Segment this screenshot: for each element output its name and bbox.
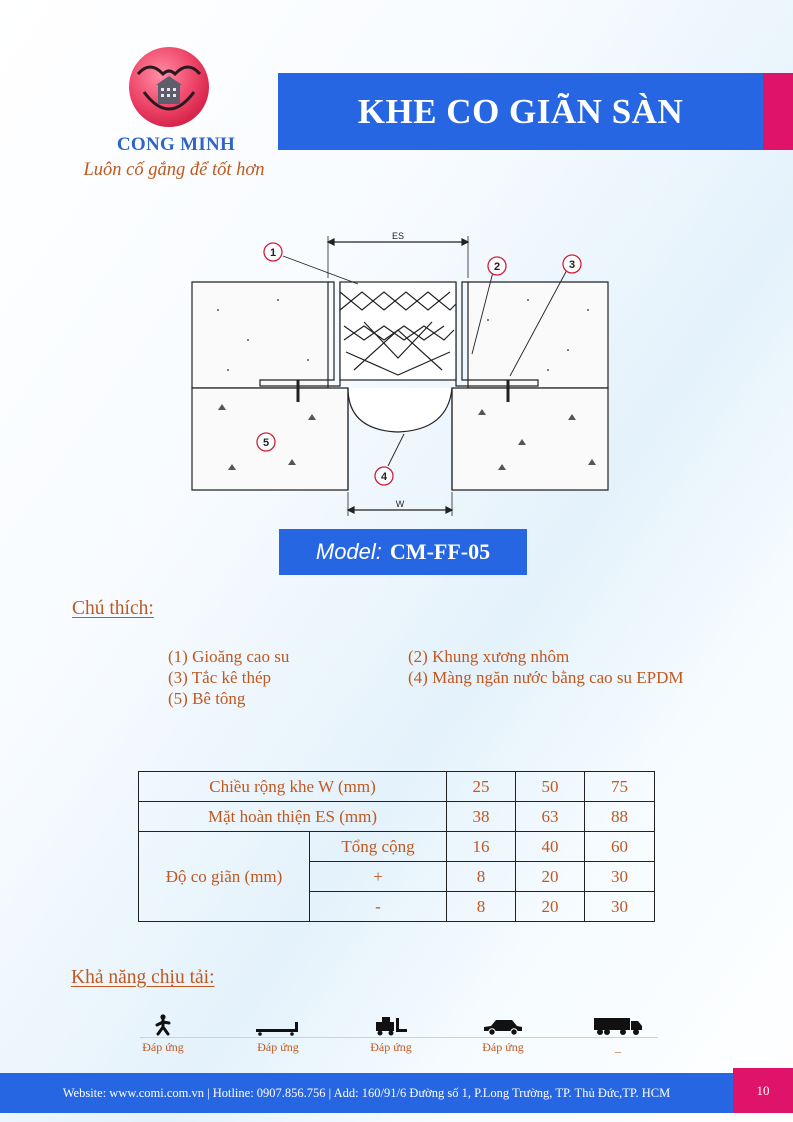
w-label: W — [395, 499, 405, 509]
spec-table — [138, 771, 655, 922]
note-item: (3) Tắc kê thép — [168, 668, 272, 687]
brand-tagline: Luôn cố gắng để tốt hơn — [83, 160, 265, 180]
callout-2: 2 — [493, 261, 501, 273]
load-label: Đáp ứng — [482, 1040, 524, 1054]
load-label: Đáp ứng — [142, 1040, 184, 1054]
load-item-car — [448, 1008, 558, 1055]
car-icon — [482, 1018, 524, 1036]
load-item-truck — [563, 1008, 673, 1055]
table-cell: - — [310, 892, 447, 922]
load-title: Khả năng chịu tải: — [71, 967, 215, 988]
company-logo — [128, 46, 210, 128]
table-row — [139, 772, 655, 802]
table-cell: 16 — [447, 832, 516, 862]
load-label: Đáp ứng — [257, 1040, 299, 1054]
table-row — [139, 832, 655, 862]
table-cell: Chiều rộng khe W (mm) — [139, 772, 447, 802]
page-number: 10 — [733, 1068, 793, 1113]
table-cell: Độ co giãn (mm) — [139, 832, 310, 922]
table-cell: 20 — [516, 862, 585, 892]
truck-icon — [593, 1016, 643, 1036]
table-cell: 50 — [516, 772, 585, 802]
forklift-icon — [374, 1016, 408, 1036]
es-label: ES — [391, 231, 405, 241]
callout-1: 1 — [269, 247, 277, 259]
callout-4: 4 — [380, 471, 388, 483]
table-cell: 30 — [585, 862, 655, 892]
load-label: _ — [615, 1040, 621, 1054]
table-cell: 75 — [585, 772, 655, 802]
brand-name: CONG MINH — [116, 134, 236, 155]
table-cell: Tổng cộng — [310, 832, 447, 862]
table-cell: 88 — [585, 802, 655, 832]
note-item: (1) Gioăng cao su — [168, 647, 290, 666]
table-cell: 20 — [516, 892, 585, 922]
header-accent — [763, 73, 793, 150]
table-cell: 8 — [447, 862, 516, 892]
note-item: (2) Khung xương nhôm — [408, 647, 570, 666]
footer-contact: Website: www.comi.com.vn | Hotline: 0907.856.756 | Add: 160/91/6 Đường số 1, P.Long Trường, TP. Thủ Đức,TP. HCM — [0, 1073, 733, 1113]
table-cell: + — [310, 862, 447, 892]
page-title: KHE CO GIÃN SÀN — [357, 92, 684, 131]
pedestrian-icon — [154, 1014, 172, 1036]
table-cell: 63 — [516, 802, 585, 832]
table-cell: 25 — [447, 772, 516, 802]
expansion-joint-drawing — [188, 230, 614, 520]
load-capacity-row — [108, 1008, 668, 1058]
callout-3: 3 — [568, 259, 576, 271]
load-item-trolley — [223, 1008, 333, 1055]
notes-title: Chú thích: — [72, 598, 154, 619]
table-cell: 40 — [516, 832, 585, 862]
table-row — [139, 802, 655, 832]
note-item: (4) Màng ngăn nước bằng cao su EPDM — [408, 668, 684, 687]
table-cell: Mặt hoàn thiện ES (mm) — [139, 802, 447, 832]
callout-5: 5 — [262, 437, 270, 449]
model-code: CM-FF-05 — [389, 539, 491, 564]
model-badge — [279, 529, 527, 575]
model-label: Model: — [315, 539, 382, 564]
load-label: Đáp ứng — [370, 1040, 412, 1054]
table-cell: 60 — [585, 832, 655, 862]
load-item-forklift — [336, 1008, 446, 1055]
trolley-icon — [255, 1022, 301, 1036]
table-cell: 30 — [585, 892, 655, 922]
table-cell: 8 — [447, 892, 516, 922]
table-cell: 38 — [447, 802, 516, 832]
note-item: (5) Bê tông — [168, 689, 246, 708]
load-item-pedestrian — [108, 1008, 218, 1055]
